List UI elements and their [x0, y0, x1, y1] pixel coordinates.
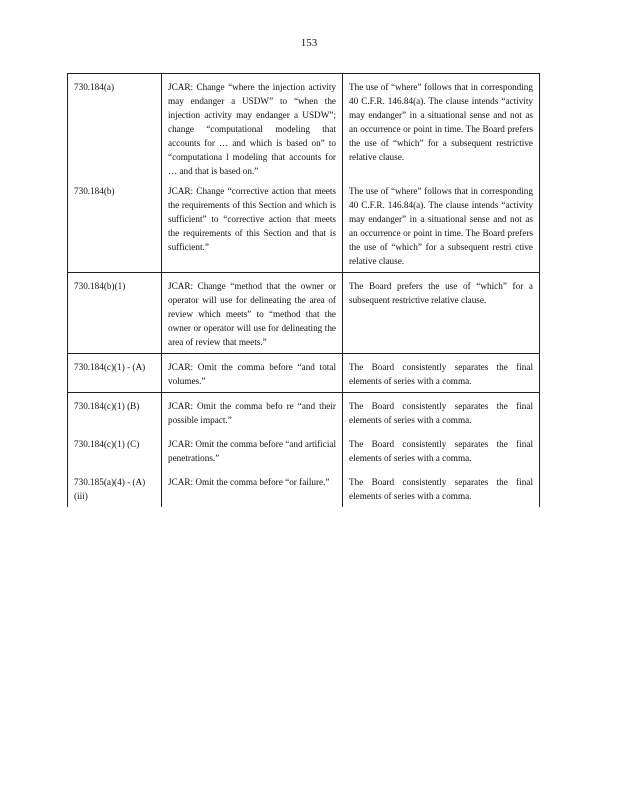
response-cell: [343, 74, 540, 183]
section-text: 730.184(c)(1) (C): [74, 439, 140, 449]
section-cell: [68, 273, 162, 354]
section-cell: [68, 469, 162, 507]
section-text: 730.184(b)(1): [74, 281, 126, 291]
table-row: [68, 469, 540, 507]
table-row: [68, 393, 540, 432]
jcar-text: JCAR: Omit the comma befo re “and their possible impact.”: [168, 401, 336, 425]
response-cell: [343, 354, 540, 393]
jcar-cell: [162, 354, 343, 393]
jcar-text: JCAR: Omit the comma before “and total volumes.”: [168, 362, 336, 386]
response-cell: [343, 393, 540, 432]
section-text: 730.184(c)(1) - (A): [74, 362, 146, 372]
response-text: The Board consistently separates the final elements of series with a comma.: [349, 477, 533, 501]
response-text: The Board consistently separates the final elements of series with a comma.: [349, 362, 533, 386]
jcar-text: JCAR: Change “method that the owner or operator will use for delineating the area of review which meets” to “method that the owner or operator will use for delineating the area of review that meets.”: [168, 281, 336, 347]
jcar-cell: [162, 393, 343, 432]
jcar-cell: [162, 469, 343, 507]
jcar-cell: [162, 182, 343, 273]
response-text: The use of “where” follows that in corresponding 40 C.F.R. 146.84(a). The clause intends “activity may endanger” in a situational sense and not as an occurrence or point in time. The Board prefers the use of “which” for a subsequent restri ctive relative clause.: [349, 186, 533, 266]
section-text: 730.185(a)(4) - (A)(iii): [74, 477, 146, 501]
section-cell: [68, 393, 162, 432]
section-cell: [68, 74, 162, 183]
section-cell: [68, 354, 162, 393]
table-row: [68, 74, 540, 183]
response-text: The use of “where” follows that in corresponding 40 C.F.R. 146.84(a). The clause intends “activity may endanger” in a situational sense and not as an occurrence or point in time. The Board prefers the use of “which” for a subsequent restrictive relative clause.: [349, 82, 533, 162]
response-text: The Board consistently separates the final elements of series with a comma.: [349, 401, 533, 425]
jcar-text: JCAR: Change “corrective action that meets the requirements of this Section and which is sufficient” to “corrective action that meets the requirements of this Section and that is sufficient.”: [168, 186, 336, 252]
jcar-text: JCAR: Change “where the injection activity may endanger a USDW” to “when the injection activity may endanger a USDW”; change “computational modeling that accounts for … and which is based on” to “computationa l modeling that accounts for … and that is based on.”: [168, 82, 336, 176]
jcar-cell: [162, 431, 343, 469]
response-cell: [343, 182, 540, 273]
section-cell: [68, 182, 162, 273]
table-row: [68, 431, 540, 469]
jcar-text: JCAR: Omit the comma before “or failure.”: [168, 477, 330, 487]
page-number: 153: [300, 37, 318, 49]
response-text: The Board prefers the use of “which” for a subsequent restrictive relative clause.: [349, 281, 533, 305]
jcar-cell: [162, 74, 343, 183]
table-row: [68, 182, 540, 273]
section-text: 730.184(c)(1) (B): [74, 401, 140, 411]
response-cell: [343, 469, 540, 507]
section-text: 730.184(b): [74, 186, 115, 196]
section-text: 730.184(a): [74, 82, 115, 92]
response-cell: [343, 273, 540, 354]
jcar-text: JCAR: Omit the comma before “and artificial penetrations.”: [168, 439, 336, 463]
response-cell: [343, 431, 540, 469]
response-text: The Board consistently separates the final elements of series with a comma.: [349, 439, 533, 463]
jcar-cell: [162, 273, 343, 354]
comments-table: [67, 73, 540, 507]
table-row: [68, 273, 540, 354]
section-cell: [68, 431, 162, 469]
table-row: [68, 354, 540, 393]
